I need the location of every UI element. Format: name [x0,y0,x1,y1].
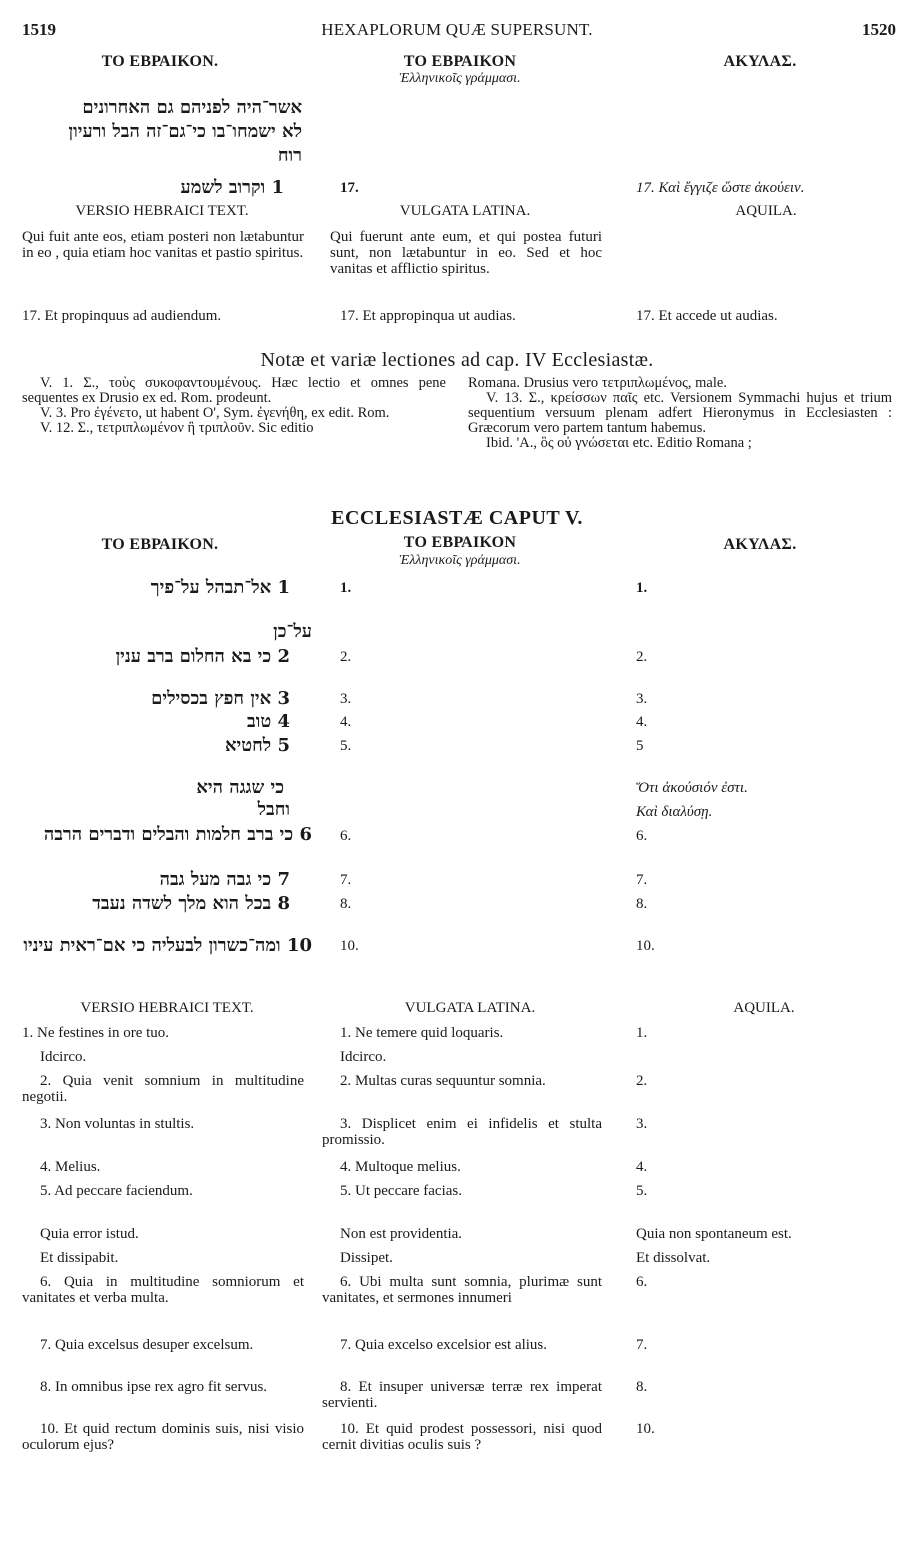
latin-header-versio: VERSIO HEBRAICI TEXT. [80,1000,254,1016]
note-item: V. 12. Σ., τετριπλωμένον ἢ τριπλοῦν. Sic editio [40,420,314,436]
note-item: Romana. Drusius vero τετριπλωμένος, male. [468,375,727,391]
vulgata-verse: 3. Displicet enim ei infidelis et stulta promissio. [322,1116,602,1148]
vulgata-paragraph: Qui fuerunt ante eum, et qui postea futuri sunt, non lætabuntur in eo. Sed et hoc vanitas et afflictio spiritus. [330,229,602,277]
versio-verse: 8. In omnibus ipse rex agro fit servus. [40,1379,268,1395]
versio-verse: 5. Ad peccare faciendum. [40,1183,193,1199]
aquila-latin-verse: 4. [636,1159,648,1175]
latin-header-vulgata: VULGATA LATINA. [399,203,531,219]
aquila-latin-verse: 3. [636,1116,648,1132]
aquila-latin-verse: 8. [636,1379,648,1395]
column-header-translit: ΤΟ ΕΒΡΑΙΚΟΝ [403,53,517,70]
note-item: Ibid. 'A., ὃς οὐ γνώσεται etc. Editio Romana ; [486,435,752,451]
vulgata-verse: Idcirco. [340,1049,387,1065]
versio-verse: 7. Quia excelsus desuper excelsum. [40,1337,254,1353]
column-subheader-translit: Ἑλληνικοῖς γράμμασι. [399,71,521,86]
versio-verse: Et dissipabit. [40,1250,119,1266]
hebrew-verse: 3 אין חפץ בכסילים [151,688,290,709]
aquila-verse: 2. [636,649,648,665]
aquila-latin-verse: Quia non spontaneum est. [636,1226,792,1242]
aquila-latin-verse: 2. [636,1073,648,1089]
running-head-title: HEXAPLORUM QUÆ SUPERSUNT. [321,20,593,39]
versio-verse: Quia error istud. [40,1226,139,1242]
aquila-verse: Καὶ διαλύσῃ. [636,804,713,820]
hebrew-verse: כי שגגה היא [196,777,284,798]
hebrew-verse: 8 בכל הוא מלך לשדה נעבד [92,893,290,914]
vulgata-verse: Non est providentia. [340,1226,463,1242]
aquila-verse: 4. [636,714,648,730]
note-item: V. 1. Σ., τοὺς συκοφαντουμένους. Hæc lectio et omnes pene sequentes ex Drusio ex ed. Rom. prodeunt. [22,375,446,406]
column-header-aquila: ΑΚΥΛΑΣ. [723,536,797,553]
translit-verse: 5. [340,738,352,754]
notes-left-column [22,376,446,436]
hebrew-verse-17: 1 וקרוב לשמע [180,177,284,198]
aquila-latin-verse: Et dissolvat. [636,1250,711,1266]
translit-verse: 6. [340,828,352,844]
aquila-latin-verse: 7. [636,1337,648,1353]
translit-verse: 1. [340,580,352,596]
versio-verse: 1. Ne festines in ore tuo. [22,1025,170,1041]
hebrew-verse: על־כן [273,621,312,642]
translit-verse: 4. [340,714,352,730]
aquila-latin-verse: 5. [636,1183,648,1199]
translit-verse-17: 17. [340,180,359,196]
aquila-verse: 6. [636,828,648,844]
latin-header-vulgata: VULGATA LATINA. [404,1000,536,1016]
hebrew-verse: 5 לחטיא [224,735,290,756]
vulgata-verse: 6. Ubi multa sunt somnia, plurimæ sunt vanitates, et sermones innumeri [322,1274,602,1306]
versio-paragraph: Qui fuit ante eos, etiam posteri non lætabuntur in eo , quia etiam hoc vanitas et pastio spiritus. [22,229,304,261]
aquila-latin-verse: 10. [636,1421,655,1437]
vulgata-verse: 7. Quia excelso excelsior est alius. [340,1337,548,1353]
notes-right-column [468,376,892,451]
translit-verse: 10. [340,938,359,954]
translit-verse: 8. [340,896,352,912]
column-header-hebrew: ΤΟ ΕΒΡΑΙΚΟΝ. [101,53,219,70]
column-header-aquila: ΑΚΥΛΑΣ. [723,53,797,70]
vulgata-verse: 1. Ne temere quid loquaris. [340,1025,504,1041]
vulgata-verse: Dissipet. [340,1250,393,1266]
aquila-verse-17: 17. Καὶ ἔγγιζε ὥστε ἀκούειν. [636,180,805,196]
hebrew-line: אשר־היה לפניהם גם האחרונים [82,97,302,118]
notes-title: Notæ et variæ lectiones ad cap. IV Ecclesiastæ. [260,349,654,371]
hebrew-verse: 10 ומה־כשרון לבעליה כי אם־ראית עיניו [23,935,312,956]
hebrew-verse: 4 טוב [247,711,290,732]
aquila-verse: 7. [636,872,648,888]
column-header-translit: ΤΟ ΕΒΡΑΙΚΟΝ [403,534,517,551]
aquila-latin-verse-17: 17. Et accede ut audias. [636,308,778,324]
versio-verse: Idcirco. [40,1049,87,1065]
versio-verse: 3. Non voluntas in stultis. [40,1116,195,1132]
hebrew-verse: 6 כי ברב חלמות והבלים ודברים הרבה [43,824,312,845]
vulgata-verse-17: 17. Et appropinqua ut audias. [340,308,516,324]
vulgata-verse: 2. Multas curas sequuntur somnia. [340,1073,546,1089]
versio-verse: 10. Et quid rectum dominis suis, nisi visio oculorum ejus? [22,1421,304,1453]
translit-verse: 7. [340,872,352,888]
aquila-verse: 1. [636,580,648,596]
page-number-left: 1519 [22,20,56,39]
column-subheader-translit: Ἑλληνικοῖς γράμμασι. [399,553,521,568]
chapter-title: ECCLESIASTÆ CAPUT V. [331,507,583,529]
aquila-verse: 5 [636,738,644,754]
translit-verse: 3. [340,691,352,707]
versio-verse: 6. Quia in multitudine somniorum et vanitates et verba multa. [22,1274,304,1306]
versio-verse: 4. Melius. [40,1159,101,1175]
page-number-right: 1520 [862,20,896,39]
hebrew-line: רוח [277,145,302,166]
hebrew-verse: 2 כי בא החלום ברב ענין [115,646,290,667]
vulgata-verse: 5. Ut peccare facias. [340,1183,463,1199]
aquila-verse: 10. [636,938,655,954]
hebrew-verse: 1 אל־תבהל על־פיך [150,577,290,598]
aquila-verse: 3. [636,691,648,707]
column-header-hebrew: ΤΟ ΕΒΡΑΙΚΟΝ. [101,536,219,553]
aquila-verse: 8. [636,896,648,912]
versio-verse: 2. Quia venit somnium in multitudine negotii. [22,1073,304,1105]
hebrew-verse: וחבל [257,799,290,820]
versio-verse-17: 17. Et propinquus ad audiendum. [22,308,222,324]
vulgata-verse: 4. Multoque melius. [340,1159,461,1175]
note-item: V. 13. Σ., κρείσσων παῖς etc. Versionem Symmachi hujus et trium sequentium versuum plenam adfert Hieronymus in Ecclesiasten : Græcorum vero partem tantum habemus. [468,390,892,436]
vulgata-verse: 8. Et insuper universæ terræ rex imperat servienti. [322,1379,602,1411]
latin-header-aquila: AQUILA. [735,203,797,219]
note-item: V. 3. Pro ἐγένετο, ut habent O', Sym. ἐγενήθη, ex edit. Rom. [40,405,390,421]
hebrew-line: לא ישמחו־בו כי־גם־זה הבל ורעיון [68,121,302,142]
latin-header-aquila: AQUILA. [733,1000,795,1016]
aquila-latin-verse: 6. [636,1274,648,1290]
aquila-verse: Ὅτι ἀκούσιόν ἐστι. [636,780,748,796]
hebrew-verse: 7 כי גבה מעל גבה [159,869,290,890]
vulgata-verse: 10. Et quid prodest possessori, nisi quod cernit divitias oculis suis ? [322,1421,602,1453]
latin-header-versio: VERSIO HEBRAICI TEXT. [75,203,249,219]
aquila-latin-verse: 1. [636,1025,648,1041]
translit-verse: 2. [340,649,352,665]
